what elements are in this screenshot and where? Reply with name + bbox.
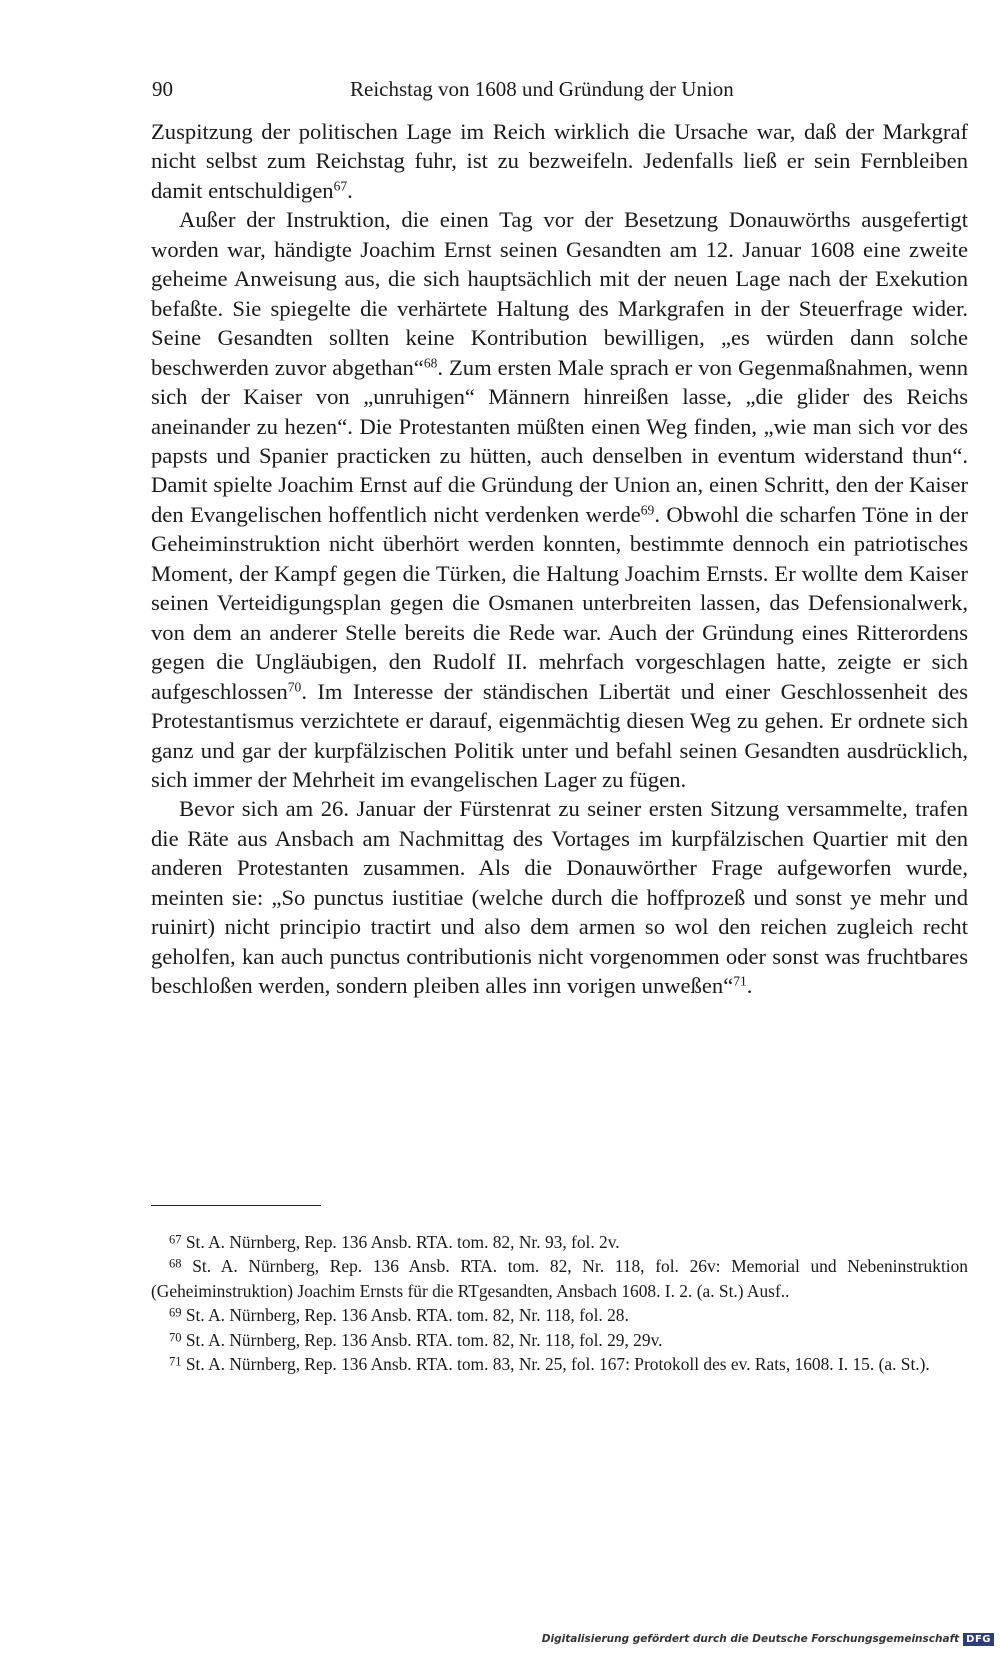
text-run: . Zum ersten Male sprach er von Gegenmaßnahmen, wenn sich der Kaiser von „unruhigen“ Männern hinreißen lasse, „die glider des Reichs aneinander zu hezen“. Die Protestanten müßten einen Weg finden, „wie man sich vor des papsts und Spanier practicken zu hütten, auch denselben in eventum widerstand thun“. Damit spielte Joachim Ernst auf die Gründung der Union an, einen Schritt, den der Kaiser den Evangelischen hoffentlich nicht verdenken werde (151, 354, 968, 527)
footnote-text: St. A. Nürnberg, Rep. 136 Ansb. RTA. tom. 82, Nr. 118, fol. 29, 29v. (185, 1329, 663, 1350)
text-run: Bevor sich am 26. Januar der Fürstenrat zu seiner ersten Sitzung versammelte, trafen die Räte aus Ansbach am Nachmittag des Vortages im kurpfälzischen Quartier mit den anderen Protestanten zusammen. Als die Donauwörther Frage aufgeworfen wurde, meinten sie: „So punctus iustitiae (welche durch die hoffprozeß und sonst ye mehr und ruinirt) nicht principio tractirt und also dem armen so wol den reichen zugleich recht geholfen, kan auch punctus contributionis nicht vorgenommen oder sonst was fruchtbares beschloßen werden, sondern pleiben alles inn vorigen unweßen“ (151, 796, 968, 999)
footnote-ref-71: 71 (733, 973, 747, 989)
footnote-number: 68 (169, 1257, 182, 1272)
paragraph-2 (151, 205, 968, 794)
footnote-text: St. A. Nürnberg, Rep. 136 Ansb. RTA. tom. 82, Nr. 118, fol. 26v: Memorial und Nebeninstruktion (Geheiminstruktion) Joachim Ernsts für die RTgesandten, Ansbach 1608. I. 2. (a. St.) Ausf.. (151, 1256, 968, 1301)
running-title: Reichstag von 1608 und Gründung der Union (350, 77, 734, 101)
footnote-text: St. A. Nürnberg, Rep. 136 Ansb. RTA. tom. 82, Nr. 93, fol. 2v. (185, 1232, 620, 1252)
footnote-70 (151, 1328, 968, 1352)
footnote-number: 71 (169, 1354, 182, 1369)
footnote-67 (151, 1230, 968, 1254)
running-header (152, 74, 972, 104)
paragraph-3 (151, 794, 968, 1000)
page-number: 90 (152, 77, 173, 101)
footnote-number: 69 (169, 1305, 182, 1320)
text-run: . Im Interesse der ständischen Libertät und einer Geschlossenheit des Protestantismus verzichtete er darauf, eigenmächtig diesen Weg zu gehen. Er ordnete sich ganz und gar der kurpfälzischen Politik unter und befahl seinen Gesandten ausdrücklich, sich immer der Mehrheit im evangelischen Lager zu fügen. (151, 678, 968, 792)
footnote-ref-70: 70 (287, 679, 302, 695)
text-run: . Obwohl die scharfen Töne in der Geheiminstruktion nicht überhört werden konnten, bestimmte dennoch ein patriotisches Moment, der Kampf gegen die Türken, die Haltung Joachim Ernsts. Er wollte dem Kaiser seinen Verteidigungsplan gegen die Osmanen unterbreiten lassen, das Defensionalwerk, von dem an anderer Stelle bereits die Rede war. Auch der Gründung eines Ritterordens gegen die Ungläubigen, den Rudolf II. mehrfach vorgeschlagen hatte, zeigte er sich aufgeschlossen (151, 501, 968, 704)
footnote-ref-68: 68 (423, 355, 438, 371)
main-text (151, 117, 968, 1001)
footnote-text: St. A. Nürnberg, Rep. 136 Ansb. RTA. tom. 82, Nr. 118, fol. 28. (185, 1305, 629, 1326)
text-run: . (746, 973, 753, 999)
footnote-separator (151, 1205, 321, 1206)
footnote-ref-67: 67 (333, 178, 348, 194)
footnote-68 (151, 1254, 968, 1303)
footnote-number: 70 (169, 1330, 182, 1345)
footnote-ref-69: 69 (640, 502, 655, 518)
footnote-69 (151, 1303, 968, 1327)
text-run: Außer der Instruktion, die einen Tag vor der Besetzung Donauwörths ausgefertigt worden war, händigte Joachim Ernst seinen Gesandten am 12. Januar 1608 eine zweite geheime Anweisung aus, die sich hauptsächlich mit der neuen Lage nach der Exekution befaßte. Sie spiegelte die verhärtete Haltung des Markgrafen in der Steuerfrage wider. Seine Gesandten sollten keine Kontribution bewilligen, „es würden dann solche beschwerden zuvor abgethan“ (151, 207, 968, 380)
digitization-credit (542, 1630, 994, 1648)
footnote-number: 67 (169, 1232, 182, 1247)
footnote-71 (151, 1352, 968, 1376)
paragraph-1 (151, 117, 968, 205)
footnote-text: St. A. Nürnberg, Rep. 136 Ansb. RTA. tom. 83, Nr. 25, fol. 167: Protokoll des ev. Rats, 1608. I. 15. (a. St.). (185, 1354, 930, 1375)
credit-text: Digitalisierung gefördert durch die Deutsche Forschungsgemeinschaft (541, 1633, 960, 1645)
text-run: Zuspitzung der politischen Lage im Reich wirklich die Ursache war, daß der Markgraf nicht selbst zum Reichstag fuhr, ist zu bezweifeln. Jedenfalls ließ er sein Fernbleiben damit entschuldigen (151, 119, 968, 203)
text-run: . (347, 177, 353, 203)
dfg-logo: DFG (963, 1633, 994, 1646)
footnotes (151, 1230, 968, 1376)
